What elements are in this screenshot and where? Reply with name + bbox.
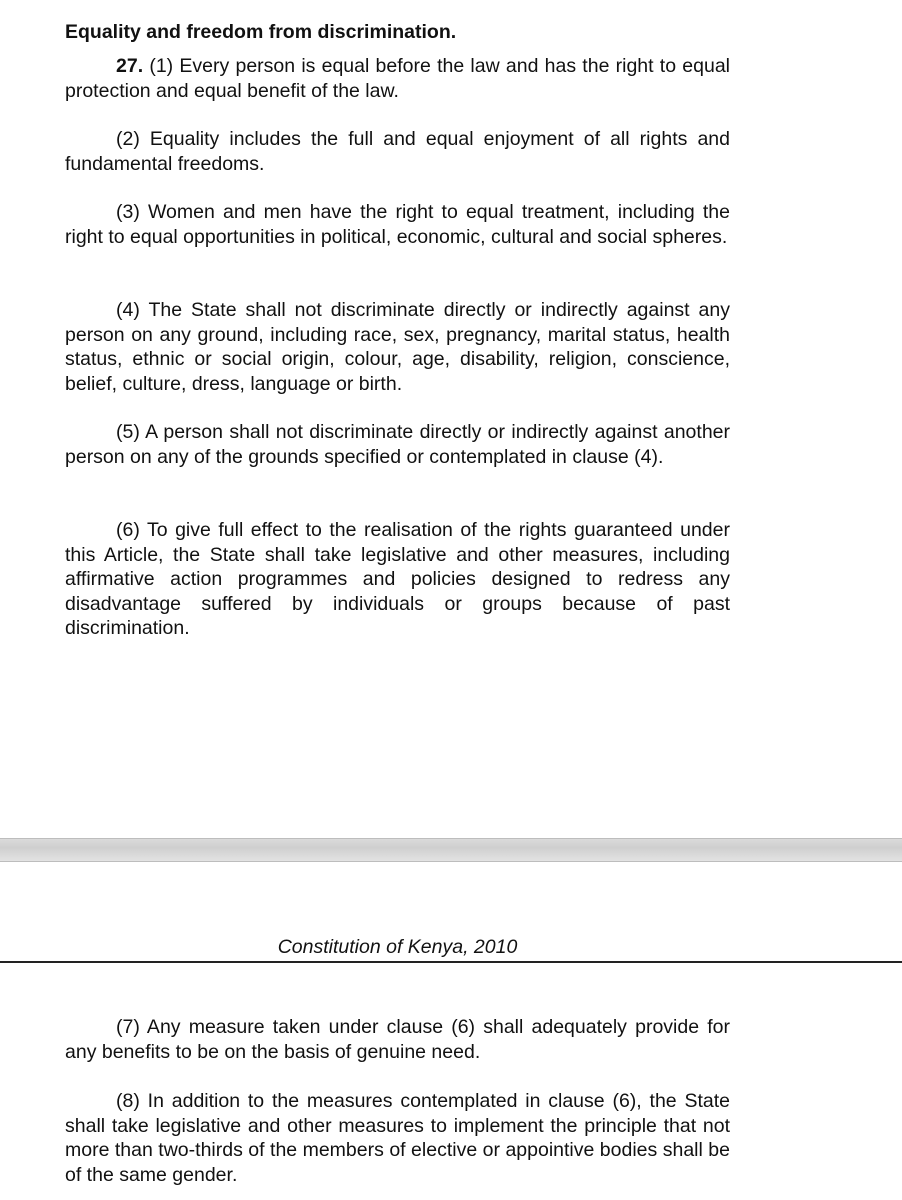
clause-1-text: (1) Every person is equal before the law and has the right to equal protection and equal benefit of the law. — [65, 55, 730, 102]
running-header: Constitution of Kenya, 2010 — [277, 936, 518, 958]
article-heading: Equality and freedom from discrimination. — [65, 21, 457, 43]
page-separator-top-edge — [0, 838, 902, 839]
clause-4: (4) The State shall not discriminate directly or indirectly against any person on any ground, including race, sex, pregnancy, marital status, health status, ethnic or social origin, colour, age, disability, religion, conscience, belief, culture, dress, language or birth. — [65, 299, 730, 395]
clause-5: (5) A person shall not discriminate directly or indirectly against another person on any of the grounds specified or contemplated in clause (4). — [65, 421, 730, 468]
clause-6: (6) To give full effect to the realisation of the rights guaranteed under this Article, the State shall take legislative and other measures, including affirmative action programmes and policies designed to redress any disadvantage suffered by individuals or groups because of past discrimination. — [65, 519, 730, 639]
clause-2: (2) Equality includes the full and equal enjoyment of all rights and fundamental freedoms. — [65, 128, 730, 175]
clause-7: (7) Any measure taken under clause (6) shall adequately provide for any benefits to be on the basis of genuine need. — [65, 1016, 730, 1063]
clause-1 — [65, 54, 730, 103]
clause-8: (8) In addition to the measures contemplated in clause (6), the State shall take legislative and other measures to implement the principle that not more than two-thirds of the members of elective or appointive bodies shall be of the same gender. — [65, 1090, 730, 1186]
clause-3: (3) Women and men have the right to equal treatment, including the right to equal opportunities in political, economic, cultural and social spheres. — [65, 201, 730, 248]
page-separator — [0, 838, 902, 862]
article-number: 27. — [116, 55, 144, 77]
header-rule — [0, 961, 902, 963]
